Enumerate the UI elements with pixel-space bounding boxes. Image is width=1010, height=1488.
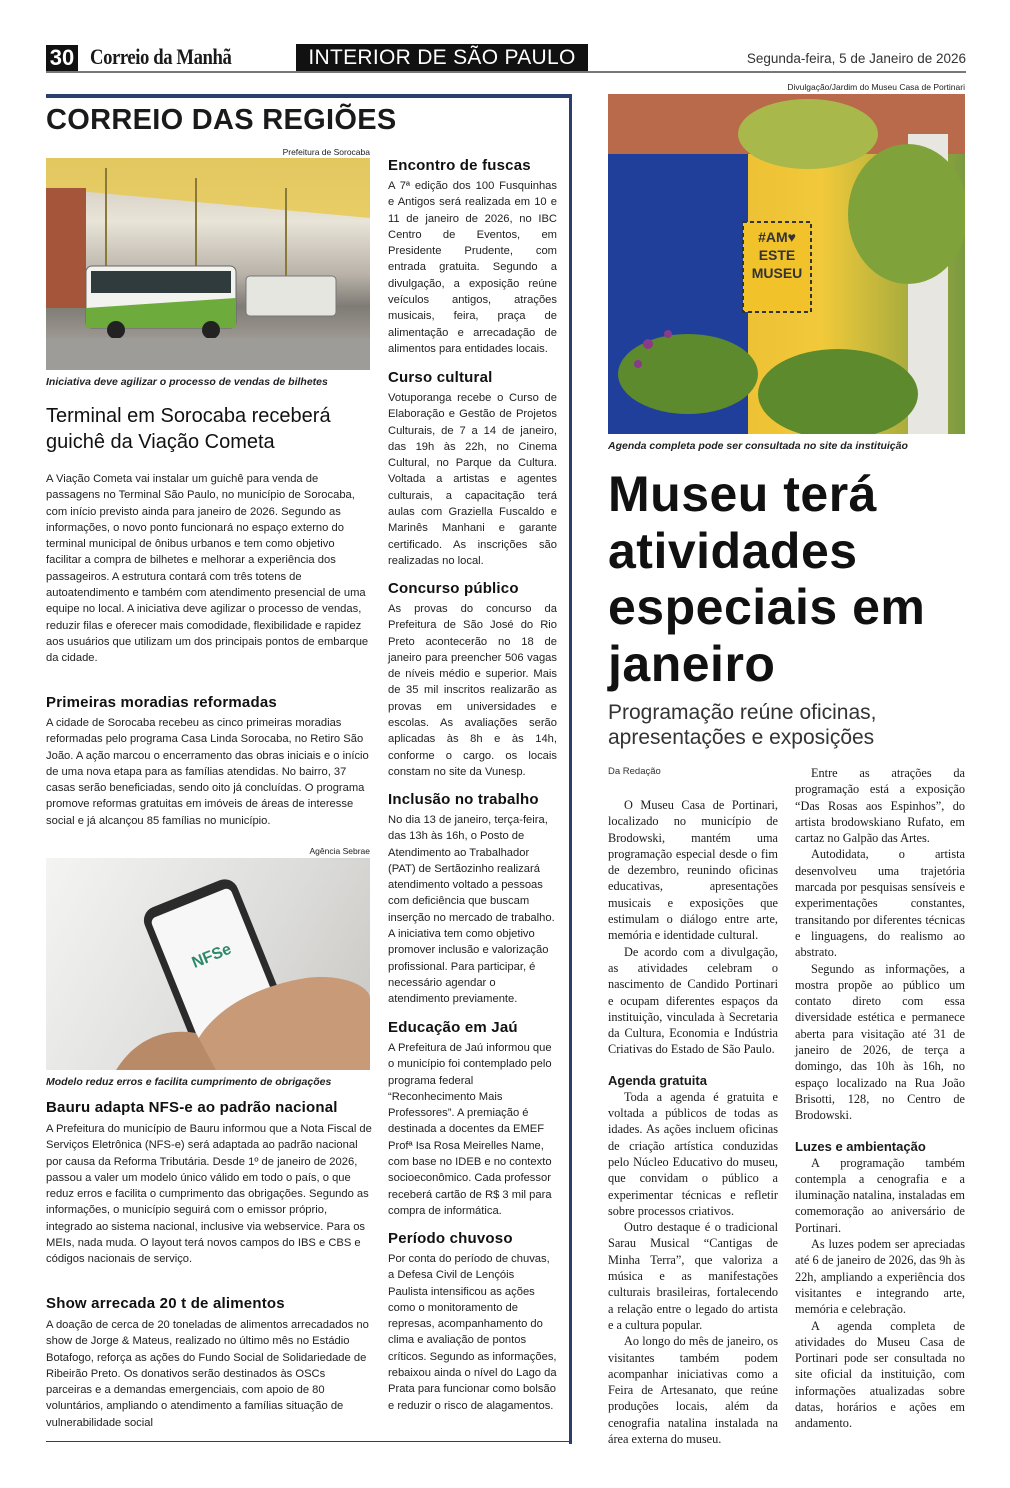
- brief-title: Concurso público: [388, 580, 519, 597]
- section-frame-top: [46, 94, 572, 98]
- brief-body: A 7ª edição dos 100 Fusquinhas e Antigos será realizada em 10 e 11 de janeiro de 2026, no IBC Centro de Eventos, em Presidente Prudente, com entrada gratuita. Segundo a divulgação, a exposição reúne veículos antigos, atrações musicais, feira, praça de alimentação e arrecadação de alimentos para entidades locais.: [388, 180, 557, 355]
- photo-caption: Iniciativa deve agilizar o processo de vendas de bilhetes: [46, 376, 328, 388]
- feature-headline: Museu terá atividades especiais em janeiro: [608, 466, 926, 692]
- article-subhead: Bauru adapta NFS-e ao padrão nacional: [46, 1099, 338, 1116]
- paragraph: As luzes podem ser apreciadas até 6 de janeiro de 2026, das 9h às 22h, ampliando a experiência dos visitantes e integrando arte, memória e celebração.: [795, 1237, 965, 1317]
- brief-body: Votuporanga recebe o Curso de Elaboração e Gestão de Projetos Culturais, de 7 a 14 de janeiro, das 19h às 22h, no Cinema Cultural, no Parque da Cultura. Voltada a artistas e agentes culturais, a capacitação terá aulas com Graziella Fuscaldo e Marinês Manhani e garante certificado. As inscrições são realizadas no local.: [388, 392, 557, 567]
- page-number: 30: [46, 45, 78, 71]
- museum-photo: [608, 94, 965, 434]
- paragraph: A programação também contempla a cenografia e a iluminação natalina, instaladas em comemoração ao aniversário de Portinari.: [795, 1155, 965, 1235]
- photo-caption: Agenda completa pode ser consultada no site da instituição: [608, 440, 908, 452]
- byline: Da Redação: [608, 766, 661, 777]
- paragraph: Ao longo do mês de janeiro, os visitantes também podem acompanhar iniciativas como a Feira de Artesanato, que reúne produções locais, além da cenografia natalina instalada na área externa do museu.: [608, 1334, 778, 1446]
- brief-title: Curso cultural: [388, 369, 493, 386]
- svg-text:MUSEU: MUSEU: [751, 265, 803, 281]
- feature-subhead: Luzes e ambientação: [795, 1138, 926, 1154]
- brief-title: Encontro de fuscas: [388, 157, 531, 174]
- brief-body: As provas do concurso da Prefeitura de São José do Rio Preto acontecerão no 18 de janeiro para preencher 506 vagas de níveis médio e superior. Mais de 35 mil inscritos realizarão as provas em universidades e escolas. As avaliações serão aplicadas às 8h e às 14h, conforme o cargo. os locais constam no site da Vunesp.: [388, 603, 557, 778]
- section-frame-right: [569, 94, 572, 1444]
- bus-terminal-photo: [46, 158, 370, 370]
- photo-credit: Divulgação/Jardim do Museu Casa de Portinari: [787, 82, 965, 92]
- paragraph: Entre as atrações da programação está a exposição “Das Rosas aos Espinhos”, do artista brodowskiano Rufato, em cartaz no Galpão das Artes.: [795, 766, 965, 846]
- feature-deck: Programação reúne oficinas, apresentações e exposições: [608, 701, 877, 749]
- feature-subhead: Agenda gratuita: [608, 1072, 707, 1088]
- header-rule: [46, 71, 966, 73]
- paragraph: Segundo as informações, a mostra propõe ao público um contato direto com essa diversidade estética e permanece aberta para visitação até 31 de janeiro de 2026, de terça a domingo, das 10h às 16h, no espaço localizado na Rua João Brisotti, 128, no Centro de Brodowski.: [795, 961, 965, 1123]
- phone-hand-illustration: [46, 858, 370, 1070]
- brief-body: No dia 13 de janeiro, terça-feira, das 13h às 16h, o Posto de Atendimento ao Trabalhador (PAT) de Sertãozinho realizará atendimento voltado a pessoas com deficiência que buscam inserção no mercado de trabalho. A iniciativa tem como objetivo promover inclusão e valorização profissional. Para participar, é necessário agendar o atendimento previamente.: [388, 814, 555, 1006]
- article-subhead: Show arrecada 20 t de alimentos: [46, 1295, 285, 1312]
- article-subhead: Primeiras moradias reformadas: [46, 694, 277, 711]
- nfse-logo: NFSe: [189, 940, 234, 972]
- paragraph: Toda a agenda é gratuita e voltada a públicos de todas as idades. As ações incluem oficinas de criação artística conduzidas pelo Núcleo Educativo do museu, que convidam o público a experimentar técnicas e refletir sobre processos criativos.: [608, 1089, 778, 1218]
- issue-date: Segunda-feira, 5 de Janeiro de 2026: [746, 51, 966, 66]
- brief-body: A Prefeitura de Jaú informou que o município foi contemplado pelo programa federal “Reconhecimento Mais Professores”. A premiação é destinada a docentes da EMEF Profª Isa Rosa Meirelles Name, com base no IDEB e no contexto socioeconômico. Cada professor receberá cartão de R$ 3 mil para compra de informática.: [388, 1042, 552, 1217]
- article-body: A doação de cerca de 20 toneladas de alimentos arrecadados no show de Jorge & Mateus, realizado no último mês no Estádio Botafogo, reforça as ações do Fundo Social de Solidariedade de Ribeirão Preto. Os donativos serão destinados às OSCs parceiras e a demandas emergenciais, com apoio de 80 voluntários, ampliando o atendimento a famílias situação de vulnerabilidade social: [46, 1319, 369, 1429]
- bus-terminal-illustration: [46, 158, 370, 370]
- paragraph: De acordo com a divulgação, as atividades celebram o nascimento de Candido Portinari e ocupam diferentes espaços da instituição, vinculada à Secretaria da Cultura, Economia e Indústria Criativas do Estado de São Paulo.: [608, 944, 778, 1057]
- section-kicker: CORREIO DAS REGIÕES: [46, 104, 397, 136]
- sign-text: #AM♥: [758, 229, 796, 245]
- paragraph: Outro destaque é o tradicional Sarau Musical “Cantigas de Minha Terra”, que valoriza a música e as manifestações culturais brasileiras, fortalecendo a relação entre o legado do artista e a cultura popular.: [608, 1220, 778, 1332]
- phone-nfse-photo: [46, 858, 370, 1070]
- svg-text:ESTE: ESTE: [758, 247, 796, 263]
- article-body: A Prefeitura do município de Bauru informou que a Nota Fiscal de Serviços Eletrônica (NFS-e) será adaptada ao padrão nacional por causa da Reforma Tributária. Desde 1º de janeiro de 2026, passou a valer um modelo único válido em todo o país, o que reduz erros e facilita o cumprimento das obrigações. Segundo as informações, o município seguirá com o emissor próprio, integrado ao sistema nacional, inclusive via webservice. Para os MEIs, nada muda. O layout terá novos campos do IBS e CBS e códigos nacionais de serviço.: [46, 1123, 372, 1266]
- section-title: INTERIOR DE SÃO PAULO: [296, 44, 588, 71]
- brief-title: Inclusão no trabalho: [388, 791, 539, 808]
- photo-caption: Modelo reduz erros e facilita cumprimento de obrigações: [46, 1076, 332, 1088]
- paragraph: A agenda completa de atividades do Museu Casa de Portinari pode ser consultada no site oficial da instituição, com informações atualizadas sobre datas, horários e ações em andamento.: [795, 1318, 965, 1431]
- article-headline: Terminal em Sorocaba receberá guichê da Viação Cometa: [46, 405, 331, 453]
- paragraph: O Museu Casa de Portinari, localizado no município de Brodowski, mantém uma programação especial desde o fim de dezembro, reunindo oficinas educativas, apresentações musicais e exposições que estimulam o diálogo entre arte, memória e identidade cultural.: [608, 798, 778, 943]
- brief-title: Educação em Jaú: [388, 1019, 518, 1036]
- article-body: A cidade de Sorocaba recebeu as cinco primeiras moradias reformadas pelo programa Casa Linda Sorocaba, no Retiro São João. A ação marcou o encerramento das obras iniciais e o início de uma nova etapa para as famílias atendidas. No bairro, 37 casas serão beneficiadas, sendo oito já concluídas. O programa promove reformas gratuitas em imóveis de áreas de interesse social e já alcançou 85 famílias no município.: [46, 717, 369, 827]
- brief-title: Período chuvoso: [388, 1230, 513, 1247]
- brief-body: Por conta do período de chuvas, a Defesa Civil de Lençóis Paulista intensificou as ações como o monitoramento de represas, acompanhamento do clima e avaliação de pontos críticos. Segundo as informações, rebaixou ainda o nível do Lago da Prata para funcionar como bolsão e reduzir o risco de alagamentos.: [388, 1253, 557, 1412]
- masthead-logo: Correio da Manhã: [90, 44, 232, 69]
- photo-credit: Prefeitura de Sorocaba: [282, 147, 370, 157]
- paragraph: Autodidata, o artista desenvolveu uma trajetória marcada por pesquisas sensíveis e experimentações constantes, transitando por diferentes técnicas e linguagens, do realismo ao abstrato.: [795, 847, 965, 960]
- feature-column-2: [795, 765, 965, 1432]
- section-frame-bottom: [46, 1441, 572, 1442]
- feature-column-1: [608, 797, 778, 1447]
- photo-credit: Agência Sebrae: [309, 846, 370, 856]
- article-body: A Viação Cometa vai instalar um guichê para venda de passagens no Terminal São Paulo, no município de Sorocaba, com início previsto ainda para janeiro de 2026. Segundo as informações, o novo ponto funcionará no espaço externo do terminal municipal de ônibus urbanos e tem como objetivo facilitar a compra de bilhetes e melhorar a experiência dos passageiros. A estrutura contará com três totens de autoatendimento e também com atendimento presencial de uma equipe no local. A iniciativa deve agilizar o processo de vendas, reduzir filas e oferecer mais comodidade, flexibilidade e rapidez aos usuários que utilizam um dos principais pontos de embarque da cidade.: [46, 473, 369, 665]
- museum-illustration: [608, 94, 965, 434]
